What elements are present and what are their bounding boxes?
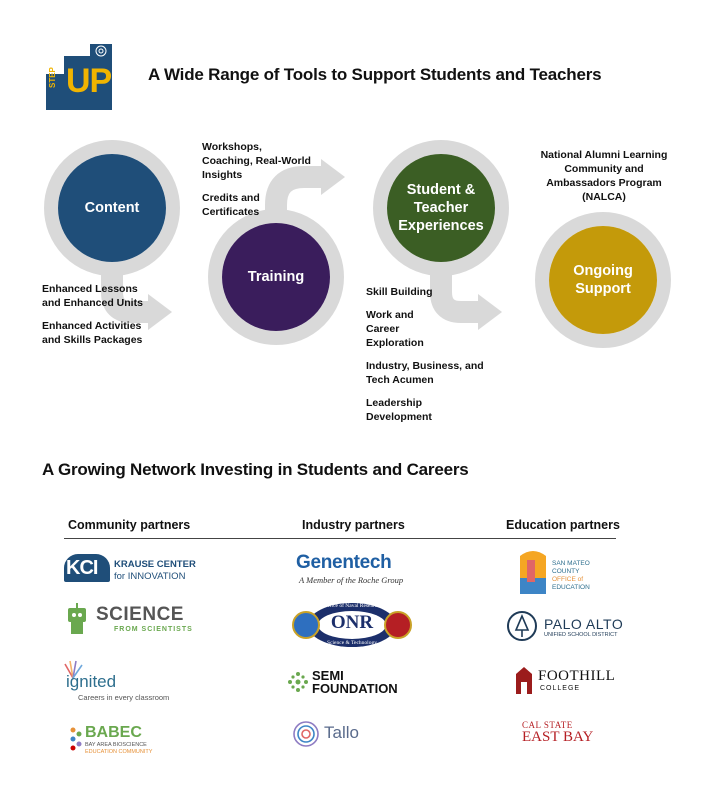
sanmateo-l1: SAN MATEO (552, 560, 590, 567)
onr-ring-bottom: Science & Technology (327, 640, 377, 646)
note-item: Skill Building (366, 286, 433, 298)
genentech-word: Genentech (296, 552, 392, 573)
training-notes (202, 140, 314, 228)
paloalto-logo (506, 610, 626, 644)
kci-line1: KRAUSE CENTER (114, 559, 196, 570)
babec-sub1: BAY AREA BIOSCIENCE (85, 742, 147, 748)
onr-ring-top: Office of Naval Research (324, 603, 380, 609)
calstate-logo (522, 720, 622, 748)
science-sub: FROM SCIENTISTS (114, 626, 193, 633)
sanmateo-logo (518, 548, 618, 596)
logo-up: UP (66, 62, 112, 100)
robot-icon (64, 602, 92, 636)
sanmateo-l2: COUNTY (552, 568, 580, 575)
ignited-sub: Careers in every classroom (78, 693, 170, 702)
logo-step: STEP (48, 67, 57, 88)
foothill-logo (514, 666, 634, 696)
foothill-sub: COLLEGE (540, 685, 581, 692)
sanmateo-emblem (518, 548, 548, 594)
experiences-label: Student & Teacher Experiences (398, 182, 484, 234)
building-icon (514, 666, 534, 694)
content-notes (42, 282, 147, 356)
tallo-swirl-icon (292, 720, 320, 748)
genentech-sub: A Member of the Roche Group (299, 575, 404, 585)
sanmateo-l3: OFFICE of (552, 576, 584, 583)
ignited-logo (62, 660, 202, 704)
babec-sub2: EDUCATION COMMUNITY (85, 749, 153, 755)
onr-logo (292, 600, 412, 650)
education-header: Education partners (506, 518, 620, 532)
babec-logo (70, 724, 210, 756)
note-item: Enhanced Lessons and Enhanced Units (42, 283, 143, 309)
onr-mark: ONR (330, 612, 374, 633)
note-item: Leadership Development (366, 397, 432, 423)
note-item: Enhanced Activities and Skills Packages (42, 320, 143, 346)
arrowhead-2 (321, 159, 345, 195)
babec-word: BABEC (85, 724, 142, 741)
science-logo (64, 602, 204, 638)
tree-icon (506, 610, 538, 642)
paloalto-word: PALO ALTO (544, 616, 624, 632)
arrowhead-1 (148, 294, 172, 330)
ignited-word: ignited (66, 672, 117, 691)
note-item: Work and Career Exploration (366, 309, 424, 349)
semi-line1: SEMI (312, 668, 344, 683)
ongoing-label: Ongoing Support (573, 263, 633, 297)
note-item: National Alumni Learning Community and Ambassadors Program (NALCA) (540, 149, 668, 203)
dots-icon (70, 726, 82, 752)
semi-logo (288, 668, 428, 698)
network-title: A Growing Network Investing in Students and Careers (42, 460, 469, 479)
note-item: Workshops, Coaching, Real-World Insights (202, 141, 311, 181)
tallo-word: Tallo (324, 723, 359, 742)
navy-seal-icon (293, 612, 319, 638)
calstate-l2: EAST BAY (522, 729, 594, 745)
genentech-logo (296, 552, 436, 586)
kci-mark: KCI (66, 557, 98, 579)
calstate-l1: CAL STATE (522, 720, 573, 730)
sanmateo-l4: EDUCATION (552, 584, 590, 591)
industry-header: Industry partners (302, 518, 405, 532)
semi-line2: FOUNDATION (312, 681, 398, 696)
paloalto-sub: UNIFIED SCHOOL DISTRICT (544, 632, 618, 638)
note-item: Credits and Certificates (202, 192, 260, 218)
page-title: A Wide Range of Tools to Support Students and Teachers (148, 65, 602, 84)
content-label: Content (84, 200, 140, 216)
kci-logo (64, 552, 204, 586)
tallo-logo (292, 720, 392, 750)
header-divider (64, 538, 616, 539)
training-label: Training (247, 269, 305, 285)
note-item: Industry, Business, and Tech Acumen (366, 360, 484, 386)
foothill-word: FOOTHILL (538, 668, 616, 684)
semi-dots-icon (288, 672, 308, 692)
community-header: Community partners (68, 518, 191, 532)
kci-line2: for INNOVATION (114, 571, 186, 582)
ongoing-notes (534, 148, 674, 213)
experiences-notes (366, 285, 484, 433)
marine-seal-icon (385, 612, 411, 638)
science-word: SCIENCE (96, 604, 184, 625)
